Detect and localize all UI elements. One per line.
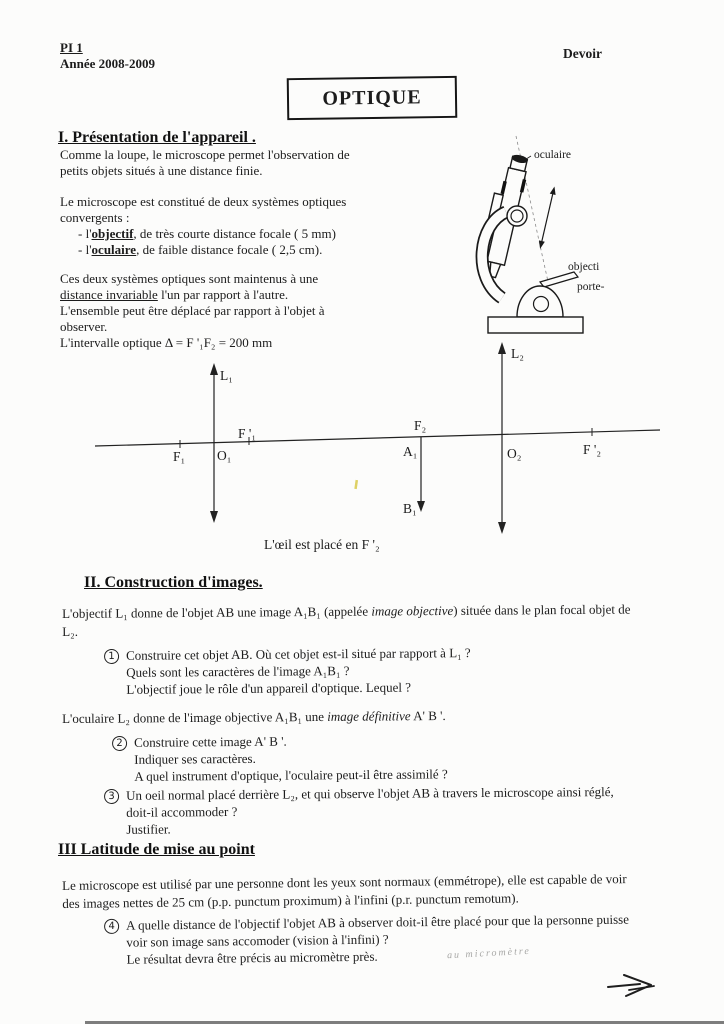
microscope-figure <box>456 130 706 345</box>
text-line: Justifier. <box>126 821 171 837</box>
text-line: Le microscope est constitué de deux systèmes optiques <box>60 194 347 209</box>
optical-diagram <box>80 338 680 563</box>
focus-knob-inner <box>511 210 523 222</box>
bullet-objectif: - l'objectif, de très courte distance focale ( 5 mm) <box>78 226 336 241</box>
text-line: A quel instrument d'optique, l'oculaire peut-il être assimilé ? <box>134 766 448 784</box>
question-3-lines <box>126 783 614 838</box>
lens-l1-arrow-top <box>210 363 218 375</box>
question-4 <box>104 911 629 968</box>
text-line: L'ensemble peut être déplacé par rapport à l'objet à <box>60 303 325 318</box>
base <box>488 317 583 333</box>
text-line: Comme la loupe, le microscope permet l'observation de <box>60 147 350 162</box>
text-line: convergents : <box>60 210 130 225</box>
label-o1: O₁ <box>217 448 232 463</box>
label-l2: L₂ <box>511 346 524 361</box>
text-line: petits objets situés à une distance finie. <box>60 163 263 178</box>
question-4-lines <box>126 911 629 968</box>
question-1-number: 1 <box>104 649 119 664</box>
text-line: Indiquer ses caractères. <box>134 750 256 767</box>
slide-direction-arrow <box>541 190 554 245</box>
text-line: Ces deux systèmes optiques sont maintenus à une <box>60 271 319 286</box>
stage <box>540 272 578 287</box>
lens-l1-arrow-bottom <box>210 511 218 523</box>
school-year: Année 2008-2009 <box>60 56 155 71</box>
label-fp2: F '₂ <box>583 442 602 457</box>
objectif-label: objecti <box>568 261 600 273</box>
text-line: L'objectif joue le rôle d'un appareil d'optique. Lequel ? <box>126 679 412 697</box>
text-line: A quelle distance de l'objectif l'objet AB à observer doit-il être placé pour que la personne puisse <box>126 911 630 933</box>
image-a1b1-arrow <box>417 501 425 512</box>
label-fp1: F '₁ <box>238 426 257 441</box>
text-line: Un oeil normal placé derrière L₂, et qui observe l'objet AB à travers le microscope ainsi réglé, <box>126 783 614 803</box>
label-b1: B₁ <box>403 501 417 516</box>
course-code: PI 1 <box>60 40 83 55</box>
section2-heading: II. Construction d'images. <box>84 574 263 591</box>
handwritten-note: au micromètre <box>446 945 532 962</box>
section2-intro <box>62 601 631 641</box>
handwritten-arrow <box>605 970 663 1002</box>
bullet-oculaire: - l'oculaire, de faible distance focale ( 2,5 cm). <box>78 242 323 257</box>
page-title: OPTIQUE <box>322 85 422 110</box>
text-line: Le microscope est utilisé par une personne dont les yeux sont normaux (emmétrope), elle est capable de voir <box>62 871 627 893</box>
question-3-number: 3 <box>104 789 119 804</box>
highlight-mark <box>354 480 358 489</box>
question-2-lines <box>134 731 448 784</box>
text-line: Le résultat devra être précis au micromètre près. <box>126 948 378 967</box>
mirror <box>534 297 549 312</box>
section2-oculaire-intro <box>62 708 446 727</box>
lens-l2-arrow-top <box>498 342 506 354</box>
text-line: doit-il accommoder ? <box>126 803 238 820</box>
label-o2: O₂ <box>507 446 522 461</box>
question-4-number: 4 <box>104 919 119 934</box>
text-line: distance invariable l'un par rapport à l'autre. <box>60 287 289 302</box>
question-2-number: 2 <box>112 736 127 751</box>
lens-l2-arrow-bottom <box>498 522 506 534</box>
text-line: Construire cet objet AB. Où cet objet est-il situé par rapport à L₁ ? <box>126 645 471 663</box>
label-f1: F₁ <box>173 449 186 464</box>
text-line: observer. <box>60 319 108 334</box>
question-1-lines <box>126 644 471 698</box>
optical-interval-formula: L'intervalle optique Δ = F '₁F₂ = 200 mm <box>60 335 273 350</box>
text-line: Construire cette image A' B '. <box>134 733 287 750</box>
text-line: des images nettes de 25 cm (p.p. punctum proximum) à l'infini (p.r. punctum remotum). <box>62 890 519 911</box>
title-box <box>287 76 458 120</box>
section3-paragraph <box>62 870 627 913</box>
section1-paragraph1 <box>60 147 350 179</box>
diagram-caption: L'œil est placé en F '₂ <box>264 537 380 552</box>
porte-objet-label: porte- <box>577 281 605 293</box>
text-line: L'objectif L₁ donne de l'objet AB une image A₁B₁ (appelée image objective) située dans le plan focal objet de <box>62 601 631 621</box>
text-line: Quels sont les caractères de l'image A₁B₁ ? <box>126 663 350 680</box>
label-a1: A₁ <box>403 444 418 459</box>
devoir-label: Devoir <box>563 46 602 61</box>
question-3 <box>104 783 614 838</box>
text-line: L₂. <box>62 623 79 639</box>
section3-heading: III Latitude de mise au point <box>58 841 255 858</box>
question-2 <box>112 731 448 785</box>
label-l1: L₁ <box>220 368 233 383</box>
section1-paragraph2 <box>60 194 346 226</box>
label-f2: F₂ <box>414 418 427 433</box>
question-1 <box>104 644 471 698</box>
text-line: L'oculaire L₂ donne de l'image objective A₁B₁ une image définitive A' B '. <box>62 707 446 726</box>
section1-heading: I. Présentation de l'appareil . <box>58 129 256 146</box>
text-line: voir son image sans accomoder (vision à l'infini) ? <box>126 931 389 950</box>
oculaire-label: oculaire <box>534 149 572 161</box>
section1-bullets <box>78 226 336 258</box>
